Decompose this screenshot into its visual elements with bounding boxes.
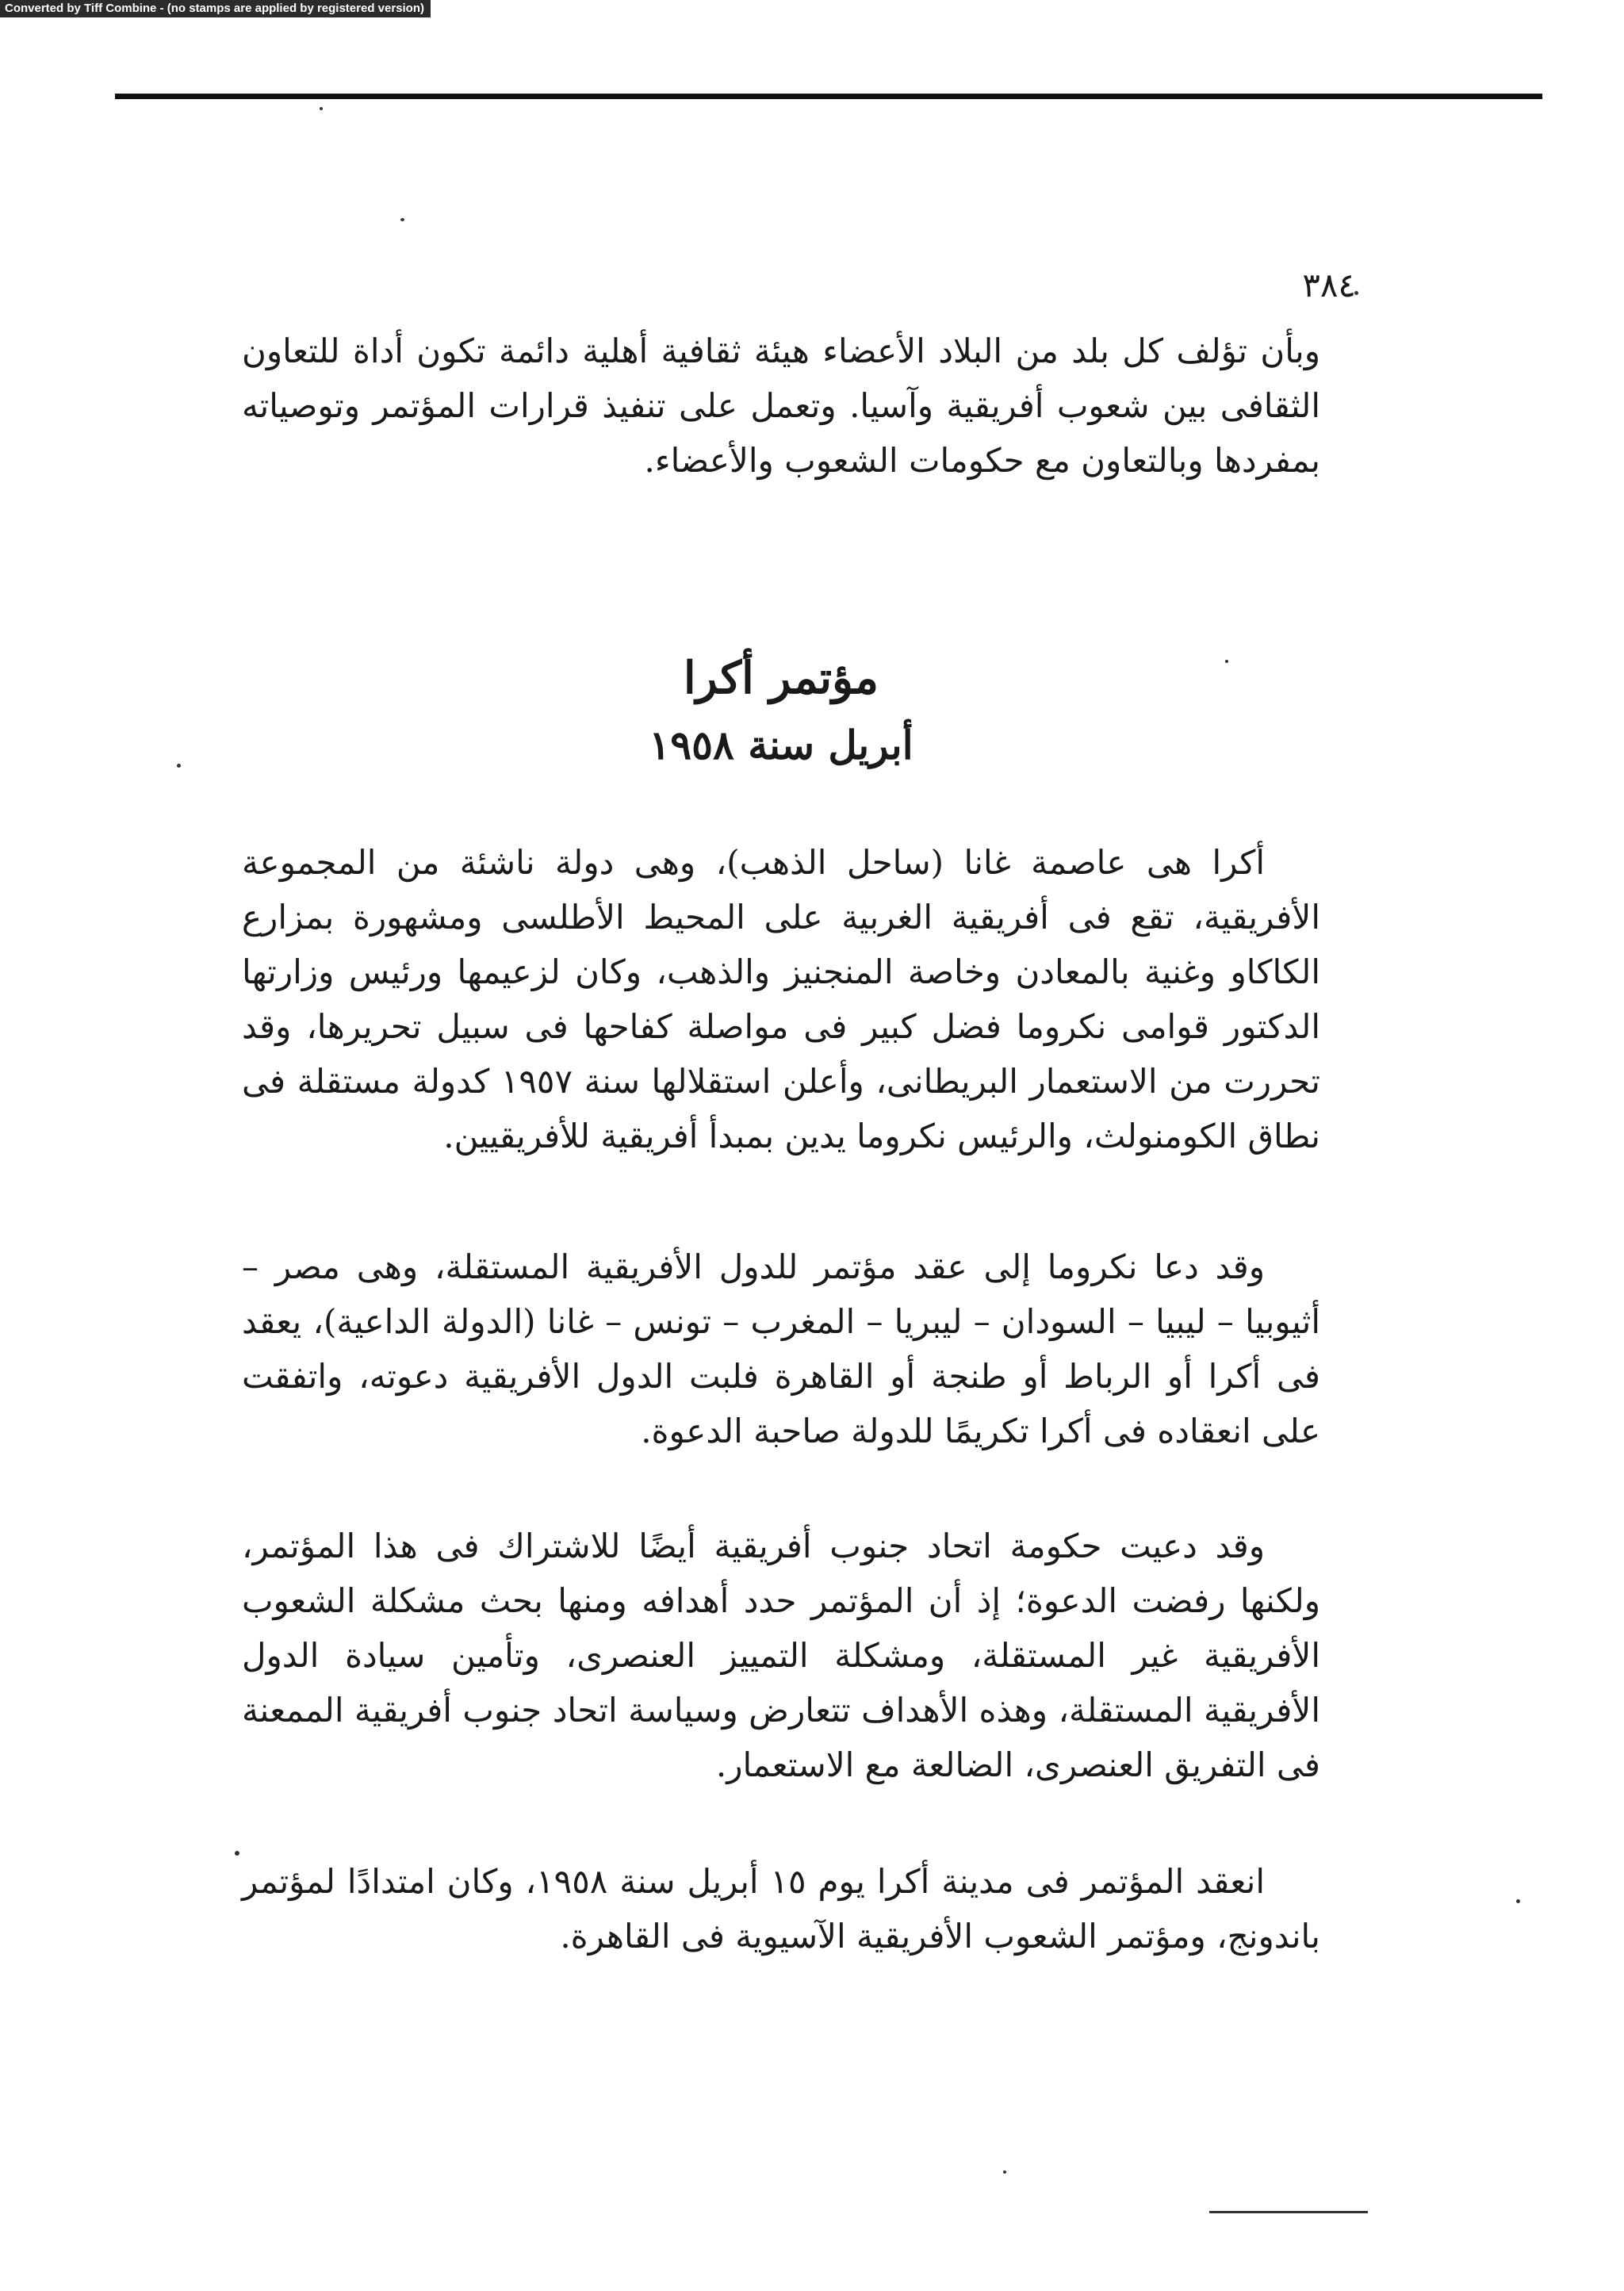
body-paragraph: أكرا هى عاصمة غانا (ساحل الذهب)، وهى دولة ناشئة من المجموعة الأفريقية، تقع فى أفريقية الغربية على المحيط الأطلسى ومشهورة بمزارع الكاكاو وغنية بالمعادن وخاصة المنجنيز والذهب، وكان لزعيمها ورئيس وزارتها الدكتور قوامى نكروما فضل كبير فى مواصلة كفاحها فى سبيل تحريرها، وقد تحررت من الاستعمار البريطانى، وأعلن استقلالها سنة ١٩٥٧ كدولة مستقلة فى نطاق الكومنولث، والرئيس نكروما يدين بمبدأ أفريقية للأفريقيين.: [242, 843, 1320, 1155]
section-subtitle: أبريل سنة ١٩٥٨: [649, 722, 914, 768]
scan-speck: [235, 1851, 239, 1856]
body-paragraph: وقد دعا نكروما إلى عقد مؤتمر للدول الأفريقية المستقلة، وهى مصر – أثيوبيا – ليبيا – السودان – ليبريا – المغرب – تونس – غانا (الدولة الداعية)، يعقد فى أكرا أو الرباط أو طنجة أو القاهرة فلبت الدول الأفريقية دعوته، واتفقت على انعقاده فى أكرا تكريمًا للدولة صاحبة الدعوة.: [242, 1247, 1320, 1450]
scan-speck: [1516, 1899, 1520, 1903]
section-title: مؤتمر أكرا: [684, 652, 879, 704]
bottom-rule: [1209, 2211, 1368, 2213]
converter-banner: Converted by Tiff Combine - (no stamps are applied by registered version): [0, 0, 431, 17]
scan-speck: [1003, 2170, 1006, 2174]
body-paragraph: وقد دعيت حكومة اتحاد جنوب أفريقية أيضًا للاشتراك فى هذا المؤتمر، ولكنها رفضت الدعوة؛ إذ أن المؤتمر حدد أهدافه ومنها بحث مشكلة الشعوب الأفريقية غير المستقلة، ومشكلة التمييز العنصرى، وتأمين سيادة الدول الأفريقية المستقلة، وهذه الأهداف تتعارض وسياسة اتحاد جنوب أفريقية الممعنة فى التفريق العنصرى، الضالعة مع الاستعمار.: [242, 1527, 1320, 1784]
intro-paragraph: وبأن تؤلف كل بلد من البلاد الأعضاء هيئة ثقافية أهلية دائمة تكون أداة للتعاون الثقافى بين شعوب أفريقية وآسيا. وتعمل على تنفيذ قرارات المؤتمر وتوصياته بمفردها وبالتعاون مع حكومات الشعوب والأعضاء.: [242, 331, 1320, 480]
scan-speck: [177, 764, 181, 768]
scan-speck: [400, 218, 404, 221]
page-number: ٣٨٤: [1302, 266, 1356, 305]
top-rule: [115, 94, 1542, 99]
scan-speck: [320, 107, 323, 110]
body-paragraph: انعقد المؤتمر فى مدينة أكرا يوم ١٥ أبريل سنة ١٩٥٨، وكان امتدادًا لمؤتمر باندونج، ومؤتمر الشعوب الأفريقية الآسيوية فى القاهرة.: [242, 1862, 1320, 1956]
